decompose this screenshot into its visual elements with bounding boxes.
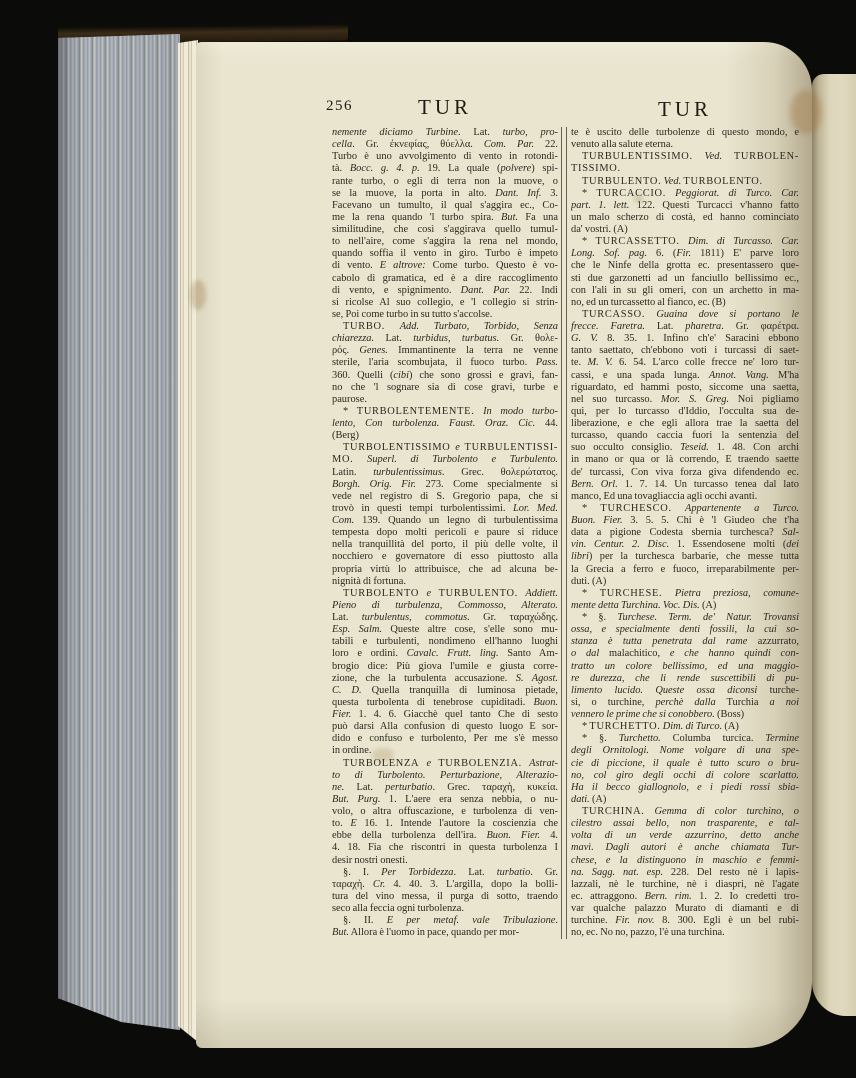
leaf-edges: [178, 40, 198, 1042]
text-line: limento lucido. Queste ossa diconsi turche-: [571, 684, 799, 696]
text-line: tura del vino messa, il purga di sotto, traendo: [332, 890, 558, 902]
text-line: But. Purg. 1. L'aere era senza nebbia, o nu-: [332, 793, 558, 805]
text-line: * TURCASSETTO. Dim. di Turcasso. Car.: [582, 236, 799, 248]
text-line: to nell'aire, come s'aggira la rena nel mondo,: [332, 236, 558, 248]
text-line: TURCHINA. Gemma di color turchino, o: [582, 806, 799, 817]
text-line: tempesta dopo molti pericoli e paure si riduce: [332, 527, 558, 539]
dictionary-paragraph: [332, 406, 558, 442]
text-line: frecce. Faretra. Lat. pharetra. Gr. φαρέτρα.: [571, 321, 799, 332]
text-line: §. II. E per metaf. vale Tribulazione.: [343, 915, 558, 927]
book-fore-edge-marbled: [58, 34, 180, 1032]
text-line: Esp. Salm. Queste altre cose, s'elle sono mu-: [332, 624, 558, 636]
text-line: no, ec. No no, pazzo, l'è una turchina.: [571, 927, 725, 939]
text-line: TURBULENTISSIMO. Ved. TURBOLEN-: [582, 151, 799, 163]
text-line: 360. Quelli (cibi) che sono grossi e gravi, fan-: [332, 369, 558, 381]
text-line: tanto saettato, ch'ebbono voti i turcassi di saet-: [571, 345, 799, 357]
text-line: se la muove, la porta in alto. Dant. Inf. 3.: [332, 187, 558, 199]
text-line: in ordine.: [332, 745, 372, 757]
column-divider: [561, 127, 567, 939]
text-line: cie di piccione, il quale è tutto scuro o bru-: [571, 757, 799, 769]
text-line: loro e ordini. Cavalc. Frutt. ling. Santo Am-: [332, 648, 558, 660]
text-line: data a pigione Codesta sbernia turchesca? Sal-: [571, 527, 799, 539]
dictionary-paragraph: [571, 806, 799, 939]
text-line: TURBULENTO. Ved. TURBOLENTO.: [582, 175, 763, 187]
text-line: te. M. V. 6. 54. L'arco colle frecce ne' loro tur-: [571, 357, 799, 369]
text-line: con l'ali in su gli omeri, con un archetto in ma-: [571, 284, 799, 296]
dictionary-paragraph: [571, 176, 799, 188]
text-line: TISSIMO.: [571, 163, 621, 175]
text-line: * TURCHESE. Pietra preziosa, comune-: [582, 587, 799, 599]
text-line: TURBOLENTISSIMO e TURBULENTISSI-: [343, 442, 558, 454]
text-line: TURBO. Add. Turbato, Torbido, Senza: [343, 321, 558, 332]
text-line: chiarezza. Lat. turbidus, turbatus. Gr. θολε-: [332, 333, 558, 345]
dictionary-paragraph: [332, 588, 558, 758]
text-line: mavì. Dagli autori è anche chiamata Tur-: [571, 842, 799, 854]
text-line: Com. 139. Quando un legno di turbulentissima: [332, 515, 558, 526]
text-line: questa turbolenta di tenebrose cupiditadi. Buon.: [332, 696, 558, 708]
text-line: riguardato, ed hammi posto, siccome una saetta,: [571, 381, 799, 393]
dictionary-paragraph: [571, 721, 799, 733]
text-line: in mano or qua or là correndo, E traendo saette: [571, 454, 799, 466]
text-line: lento, Con turbolenza. Faust. Oraz. Cic. 44.: [332, 418, 558, 429]
text-line: similitudine, che così s'aggirava quello tumul-: [332, 224, 558, 235]
text-line: te è uscito delle turbolenze di questo mondo, e: [571, 127, 799, 138]
text-line: * TURCHESCO. Appartenente a Turco.: [582, 502, 799, 514]
dictionary-paragraph: [571, 612, 799, 721]
text-line: Latin. turbulentissimus. Grec. θολερώτατος.: [332, 466, 558, 478]
text-line: che le Ninfe della grotta ec. presentassero que-: [571, 260, 799, 272]
text-line: Borgh. Orig. Fir. 273. Come specialmente si: [332, 478, 558, 490]
text-line: propria virtù lo attribuisce, che ad alcuna be-: [332, 563, 558, 575]
text-line: da' vostri. (A): [571, 224, 628, 235]
text-line: 4. 18. Fia che riscontri in questa turbolenza I: [332, 842, 558, 854]
text-column-left: [332, 127, 558, 943]
text-line: to di Turbolento. Perturbazione, Alterazio-: [332, 769, 558, 781]
text-line: Fier. 1. 4. 6. Giacchè quel tanto Che di sesto: [332, 709, 558, 720]
dictionary-paragraph: [571, 588, 799, 612]
text-line: seco alla feccia ogni turbolenza.: [332, 903, 464, 914]
text-line: * §. Turchetto. Columba turcica. Termine: [582, 733, 799, 745]
text-line: la Grecia a ferro e fuoco, irreparabilmente per-: [571, 563, 799, 575]
text-line: cilestro assai bello, non trasparente, e tal-: [571, 818, 799, 830]
text-line: MO. Superl. di Turbolento e Turbulento.: [332, 454, 558, 466]
text-line: ne. Lat. perturbatio. Grec. ταραχὴ, κυκεία.: [332, 781, 558, 793]
dictionary-paragraph: [332, 127, 558, 321]
text-line: (Berg): [332, 430, 359, 442]
text-line: ρός. Genes. Immantinente la terra ne venne: [332, 345, 558, 357]
text-line: zione, che la turbulenta accusazione. S. Agost.: [332, 672, 558, 684]
text-line: Pieno di turbulenza, Commosso, Alterato.: [332, 599, 558, 611]
dictionary-paragraph: [332, 442, 558, 588]
text-line: turcasso, quando caccia fuori la sentenzia del: [571, 430, 799, 442]
text-line: nocchiero e governatore di esso piuttosto alla: [332, 551, 558, 563]
text-line: ec. attraggono. Bern. rim. 1. 2. Io credetti tro-: [571, 890, 799, 902]
text-line: o dal malachitico, e che hanno quindi con-: [571, 648, 799, 660]
text-line: * §. Turchese. Term. de' Natur. Trovansi: [582, 612, 799, 623]
dictionary-paragraph: [332, 321, 558, 406]
text-line: dati. (A): [571, 793, 607, 805]
text-line: to. E 16. 1. Intende l'autore la coscienzia che: [332, 818, 558, 830]
text-line: volta di un verde azzurrino, detto anche: [571, 830, 799, 842]
dictionary-paragraph: [571, 309, 799, 503]
text-line: * TURCHETTO. Dim. di Turco. (A): [582, 721, 739, 733]
text-line: chese, e la distinguono in maschio e femmi-: [571, 854, 799, 866]
text-line: Bern. Orl. 1. 7. 14. Un turcasso tenea dal lato: [571, 478, 799, 490]
text-line: rante turbo, o egli di terra non la muove, o: [332, 175, 558, 187]
text-line: Turbo è uno avvolgimento di vento in rotondi-: [332, 151, 558, 163]
text-line: sti due garzonetti ad un fanciullo bellissimo ec.,: [571, 272, 799, 284]
text-line: C. D. Quella tranquilla di luminosa pietade,: [332, 684, 558, 696]
text-line: TURCASSO. Guaina dove si portano le: [582, 308, 799, 320]
text-line: degli Ornitologi. Nome volgare di una spe-: [571, 745, 799, 757]
text-line: Lat. turbulentus, commotus. Gr. ταραχώδης.: [332, 612, 558, 623]
text-line: trovò in questi tempi turbolentissimi. Lor. Med.: [332, 502, 558, 514]
text-line: venuto alla salute eterna.: [571, 139, 674, 151]
text-line: ebbe della turbolenza dell'ira. Buon. Fier. 4.: [332, 830, 558, 842]
text-line: var qualche palazzo Murato di diamanti e di: [571, 903, 799, 914]
text-line: nel suo turcasso. Mor. S. Greg. Noi pigliamo: [571, 393, 799, 405]
dictionary-paragraph: [571, 188, 799, 237]
text-line: na. Sagg. nat. esp. 228. Del resto nè i lapis-: [571, 866, 799, 878]
text-line: Buon. Fier. 3. 5. 5. Chi è 'l Giudeo che t'ha: [571, 515, 799, 526]
dictionary-paragraph: [571, 151, 799, 175]
text-line: Ha il becco giallognolo, e i piedi rossi sbia-: [571, 781, 799, 793]
text-line: vennero le prime che si conobbero. (Boss): [571, 709, 745, 720]
text-line: ossa, e specialmente denti fossili, la cui so-: [571, 624, 799, 636]
text-line: lazzali, nè le turchine, nè i diaspri, nè l'agate: [571, 878, 799, 890]
dictionary-paragraph: [332, 758, 558, 867]
text-line: nignità di fortuna.: [332, 575, 406, 587]
page-number: 256: [326, 98, 353, 114]
dictionary-paragraph: [332, 867, 558, 916]
text-line: duti. (A): [571, 575, 607, 587]
text-line: desir nostri onesti.: [332, 854, 408, 866]
text-line: cassi, e una spada lunga. Annot. Vang. M'ha: [571, 369, 799, 381]
text-line: mente detta Turchina. Voc. Dis. (A): [571, 599, 717, 611]
text-line: quando soffia il vento in giro. Turbo è impeto: [332, 248, 558, 260]
dictionary-paragraph: [571, 503, 799, 588]
dictionary-paragraph: [571, 127, 799, 151]
text-line: cella. Gr. ἐκνεφίας, θύελλα. Com. Par. 22.: [332, 139, 558, 151]
text-line: cabolo di gramatica, ed è a dire raccoglimento: [332, 272, 558, 284]
text-line: sterile, l'aria scombujata, il fuoco turbo. Pass.: [332, 357, 558, 369]
text-line: stanza è tutta penetrata dal rame azzurrato,: [571, 636, 799, 648]
text-line: dido e confuso e turbolento, Per me s'è messo: [332, 733, 558, 745]
text-line: no, col giro degli occhi di colore scarlatto.: [571, 769, 799, 781]
text-line: vin. Centur. 2. Disc. 1. Essendosene molti (dei: [571, 539, 799, 551]
text-line: TURBOLENZA e TURBOLENZIA. Astrat-: [343, 757, 558, 769]
text-line: brogio dice: Più giova l'umile e giusta corre-: [332, 660, 558, 672]
text-line: tabili e turbulenti, nondimeno ell'hanno luoghi: [332, 636, 558, 648]
text-line: * TURCACCIO. Peggiorat. di Turco. Car.: [582, 187, 799, 199]
text-line: nella tranquillità del porto, il più delle volte, il: [332, 539, 558, 551]
text-column-right: [571, 127, 799, 943]
text-line: vede nel registro di S. Gregorio papa, che si: [332, 490, 558, 502]
text-line: un malo scherzo di costà, ed hanno cominciato: [571, 211, 799, 223]
text-line: §. I. Per Torbidezza. Lat. turbatio. Gr.: [343, 866, 558, 878]
text-line: suo occulto consiglio. Teseid. 1. 48. Con archi: [571, 442, 799, 454]
text-line: tà. Bocc. g. 4. p. 19. La quale (polvere) spi-: [332, 163, 558, 175]
text-line: libri) per la turchesca barbarie, che messe tutta: [571, 551, 799, 563]
text-line: si ricolse Al suo collegio, e 'l collegio si strin-: [332, 296, 558, 308]
text-line: re durezza, che li rende suscettibili di pu-: [571, 672, 799, 684]
text-line: no che 'l sognare sia di cose gravi, turbe e: [332, 381, 558, 393]
text-line: But. Allora è l'uomo in pace, quando per mor-: [332, 927, 520, 939]
text-line: tratto un colore bellissimo, ed una maggio-: [571, 660, 799, 672]
text-line: no, ed un turcassetto al fianco, ec. (B): [571, 296, 726, 308]
text-line: Facevano un tumulto, il qual s'aggira ec., Co-: [332, 199, 558, 211]
text-line: può darsi Alla confusion di questo luogo E sor-: [332, 721, 558, 733]
text-line: se, Poi come turbo in su tutto s'accolse.: [332, 308, 493, 320]
text-line: si, o turchine, perchè dalla Turchia a noi: [571, 696, 799, 708]
text-line: nemente diciamo Turbine. Lat. turbo, pro-: [332, 127, 558, 138]
text-line: turchine. Fir. nov. 8. 300. Egli è un bel rubi-: [571, 915, 799, 927]
running-head-right: TUR: [658, 97, 712, 121]
text-line: TURBOLENTO e TURBULENTO. Addiett.: [343, 587, 558, 599]
text-line: Long. Sof. pag. 6. (Fir. 1811) E' parve loro: [571, 248, 799, 260]
text-line: paurose.: [332, 393, 367, 405]
dictionary-paragraph: [571, 236, 799, 309]
dictionary-paragraph: [571, 733, 799, 806]
text-line: part. 1. lett. 122. Questi Turcacci v'hanno fatto: [571, 199, 799, 211]
text-line: * TURBOLENTEMENTE. In modo turbo-: [343, 405, 558, 417]
text-line: di vento. E altrove: Come turbo. Questo è vo-: [332, 260, 558, 272]
text-line: di vento, e spignimento. Dant. Par. 22. Indi: [332, 284, 558, 296]
text-line: qui, per lo turcasso d'Iddio, l'occulta sua de-: [571, 405, 799, 417]
next-page-edge: [812, 74, 856, 1016]
text-line: me la rena quando 'l turbo spira. But. Fa una: [332, 211, 558, 223]
text-line: volo, o altra offuscazione, e turbolenza di ven-: [332, 806, 558, 817]
text-line: de' turcassi, Con viva forza giva difendendo ec.: [571, 466, 799, 478]
text-line: manco, Ed una tovagliaccia agli occhi avanti.: [571, 490, 758, 502]
text-line: ταραχὴ. Cr. 4. 40. 3. L'argilla, dopo la bolli-: [332, 878, 558, 890]
text-line: liberazione, e che egli allora trae la saetta del: [571, 418, 799, 429]
text-line: G. V. 8. 35. 1. Infino ch'e' Saracini ebbono: [571, 333, 799, 345]
dictionary-paragraph: [332, 915, 558, 939]
running-head-left: TUR: [418, 95, 472, 119]
